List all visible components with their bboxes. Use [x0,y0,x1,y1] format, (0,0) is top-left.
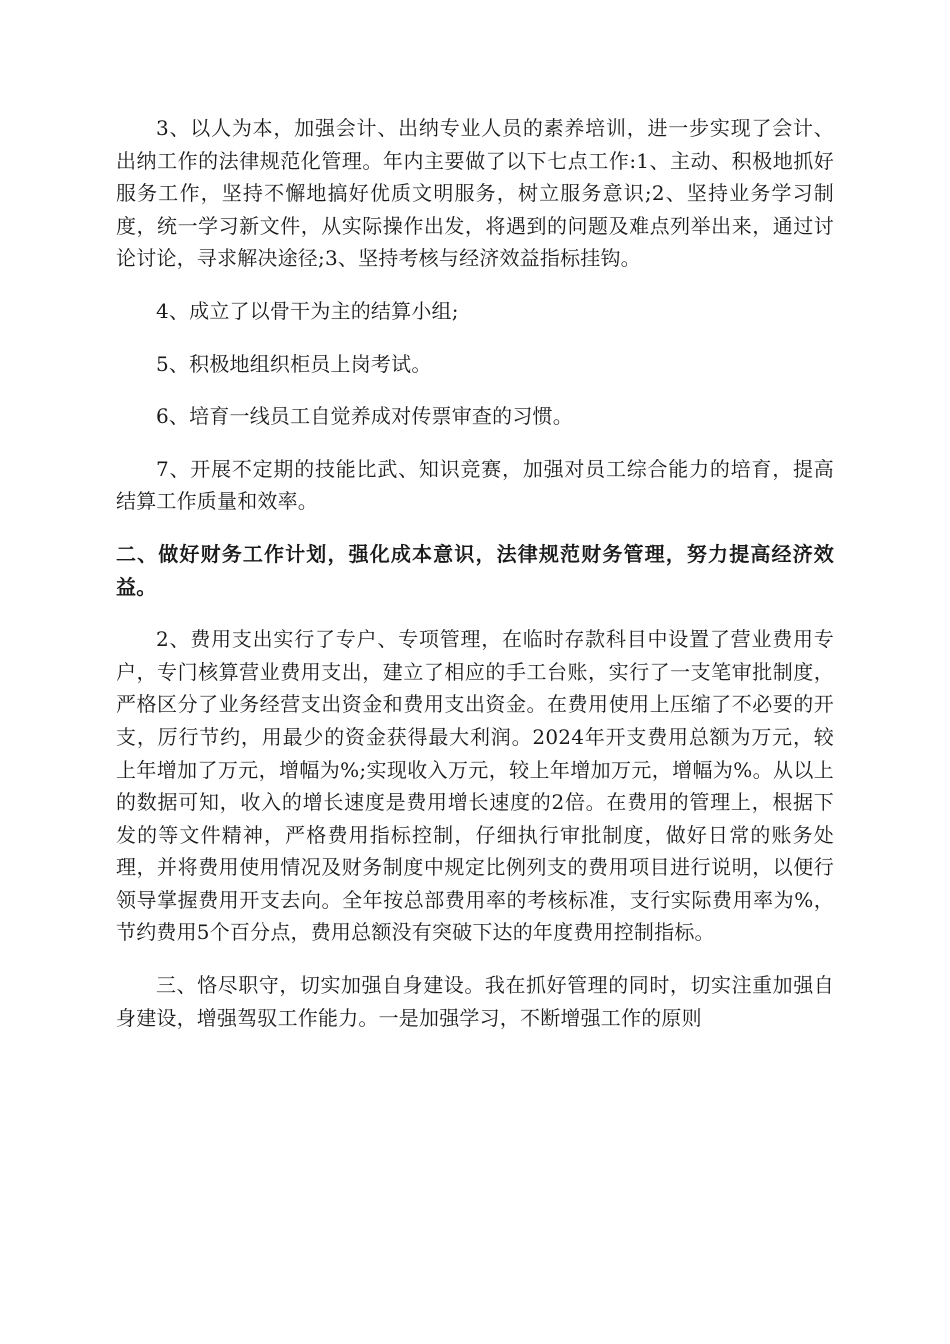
paragraph-item-6: 6、培育一线员工自觉养成对传票审查的习惯。 [156,404,573,429]
section-heading-2: 二、做好财务工作计划，强化成本意识，法律规范财务管理，努力提高经济效益。 [116,541,834,599]
paragraph-training: 3、以人为本，加强会计、出纳专业人员的素养培训，进一步实现了会计、出纳工作的法律规范化管理。年内主要做了以下七点工作:1、主动、积极地抓好服务工作，坚持不懈地搞好优质文明服务，树立服务意识;2、坚持业务学习制度，统一学习新文件，从实际操作出发，将遇到的问题及难点列举出来，通过讨论讨论，寻求解决途径;3、坚持考核与经济效益指标挂钩。 [116,116,834,271]
paragraph-item-7: 7、开展不定期的技能比武、知识竞赛，加强对员工综合能力的培育，提高结算工作质量和效率。 [116,456,834,514]
paragraph-item-4: 4、成立了以骨干为主的结算小组; [156,298,459,323]
paragraph-item-5: 5、积极地组织柜员上岗考试。 [156,351,432,376]
paragraph-section-3: 三、恪尽职守，切实加强自身建设。我在抓好管理的同时，切实注重加强自身建设，增强驾驭工作能力。一是加强学习，不断增强工作的原则 [116,973,834,1030]
document-page [116,112,834,1054]
paragraph-expense: 2、费用支出实行了专户、专项管理，在临时存款科目中设置了营业费用专户，专门核算营业费用支出，建立了相应的手工台账，实行了一支笔审批制度，严格区分了业务经营支出资金和费用支出资金。在费用使用上压缩了不必要的开支，厉行节约，用最少的资金获得最大利润。2024年开支费用总额为万元，较上年增加了万元，增幅为%;实现收入万元，较上年增加万元，增幅为%。从以上的数据可知，收入的增长速度是费用增长速度的2倍。在费用的管理上，根据下发的等文件精神，严格费用指标控制，仔细执行审批制度，做好日常的账务处理，并将费用使用情况及财务制度中规定比例列支的费用项目进行说明，以便行领导掌握费用开支去向。全年按总部费用率的考核标准，支行实际费用率为%，节约费用5个百分点，费用总额没有突破下达的年度费用控制指标。 [116,627,834,945]
